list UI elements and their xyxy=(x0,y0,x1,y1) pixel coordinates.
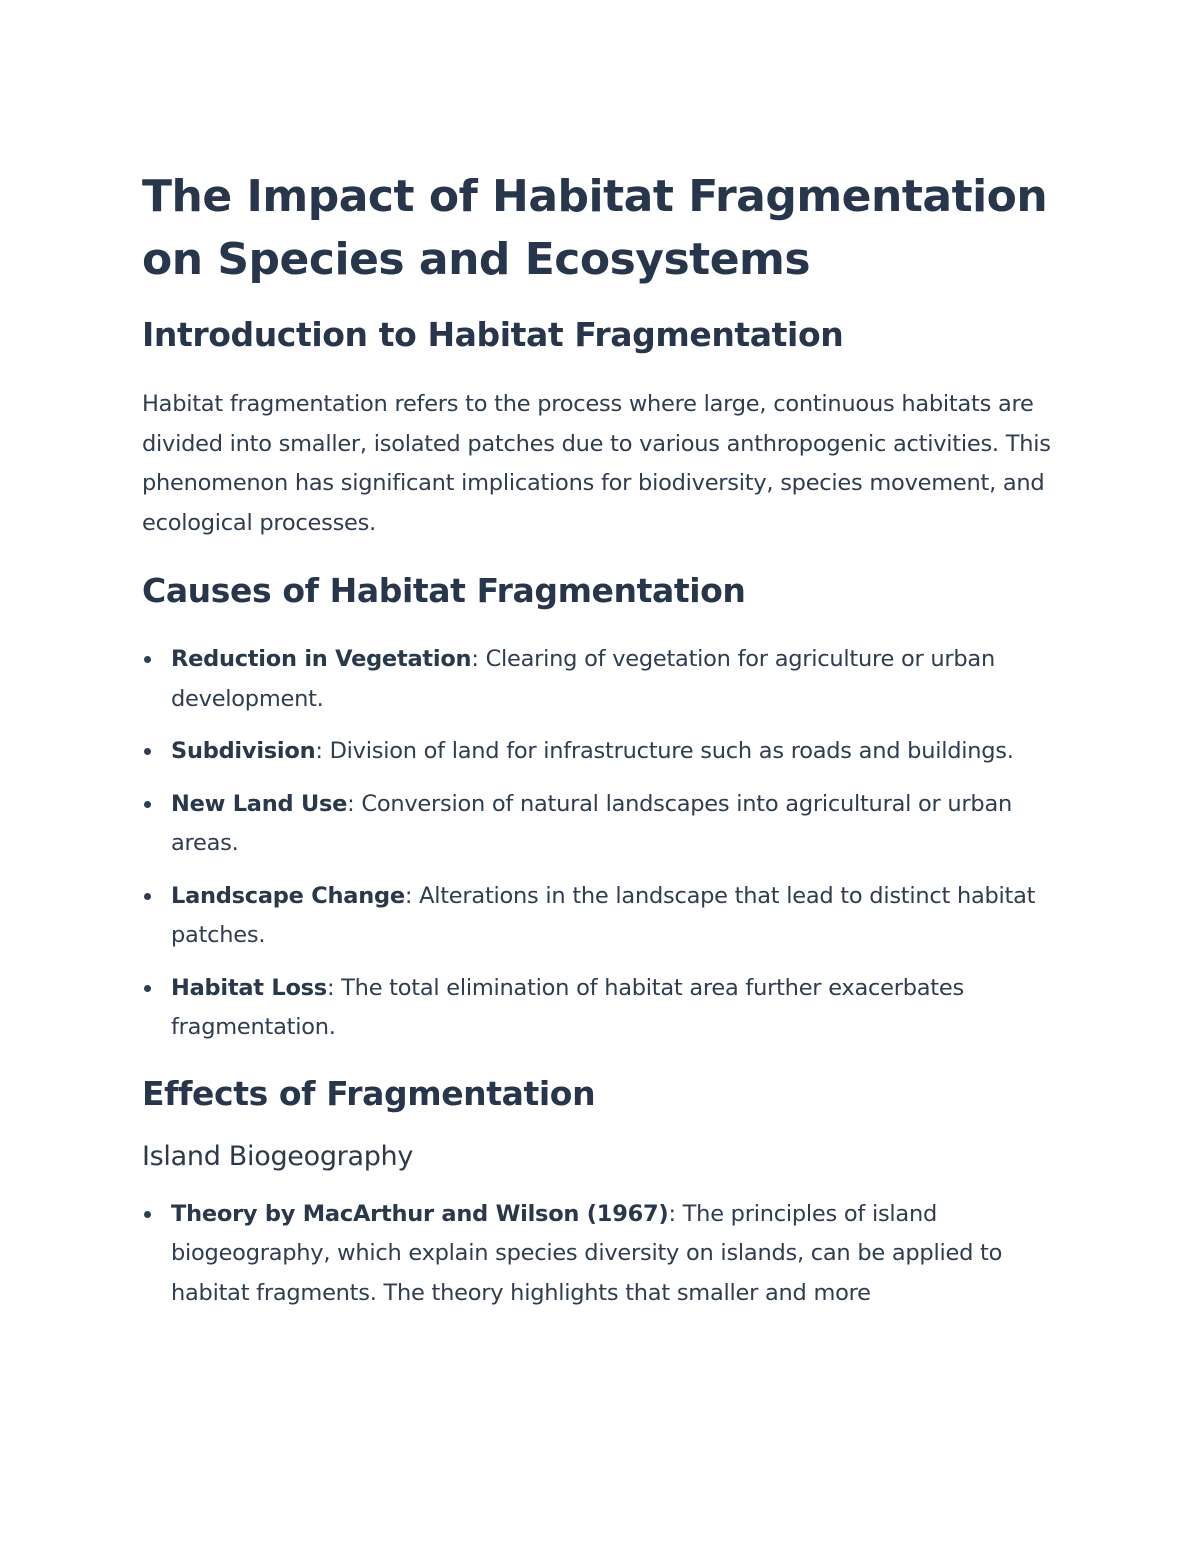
island-list xyxy=(142,1195,1057,1314)
list-item-text: : Division of land for infrastructure such as roads and buildings. xyxy=(315,738,1014,764)
intro-paragraph: Habitat fragmentation refers to the process where large, continuous habitats are divided into smaller, isolated patches due to various anthropogenic activities. This phenomenon has significant implications for biodiversity, species movement, and ecological processes. xyxy=(142,391,1051,536)
list-item xyxy=(142,1195,1057,1314)
document-page xyxy=(142,165,1057,1313)
list-item-term: Reduction in Vegetation xyxy=(171,646,472,672)
bullet-icon xyxy=(144,748,151,755)
page-title: The Impact of Habitat Fragmentation on Species and Ecosystems xyxy=(142,171,1048,285)
bullet-icon xyxy=(144,801,151,808)
list-item-text: : Clearing of vegetation for agriculture or urban development. xyxy=(171,646,995,712)
list-item xyxy=(142,732,1057,772)
intro-heading: Introduction to Habitat Fragmentation xyxy=(142,315,844,354)
list-item xyxy=(142,785,1057,864)
causes-list xyxy=(142,640,1057,1048)
list-item-text: : The total elimination of habitat area further exacerbates fragmentation. xyxy=(171,974,964,1040)
bullet-icon xyxy=(144,893,151,900)
bullet-icon xyxy=(144,985,151,992)
bullet-icon xyxy=(144,1211,151,1218)
list-item xyxy=(142,969,1057,1048)
list-item-term: Landscape Change xyxy=(171,882,405,909)
bullet-icon xyxy=(144,656,151,663)
list-item-text: : Conversion of natural landscapes into agricultural or urban areas. xyxy=(171,790,1013,856)
island-biogeography-heading: Island Biogeography xyxy=(142,1140,414,1172)
causes-heading: Causes of Habitat Fragmentation xyxy=(142,571,746,610)
list-item xyxy=(142,877,1057,956)
list-item-term: Theory by MacArthur and Wilson (1967) xyxy=(171,1200,669,1227)
list-item xyxy=(142,640,1057,719)
list-item-term: Habitat Loss xyxy=(171,974,327,1001)
list-item-term: Subdivision xyxy=(171,738,316,764)
list-item-text: : Alterations in the landscape that lead to distinct habitat patches. xyxy=(171,882,1036,948)
effects-heading: Effects of Fragmentation xyxy=(142,1073,596,1113)
list-item-text: : The principles of island biogeography, which explain species diversity on islands, can be applied to habitat fragments. The theory highlights that smaller and more xyxy=(171,1200,1003,1306)
list-item-term: New Land Use xyxy=(171,790,348,817)
